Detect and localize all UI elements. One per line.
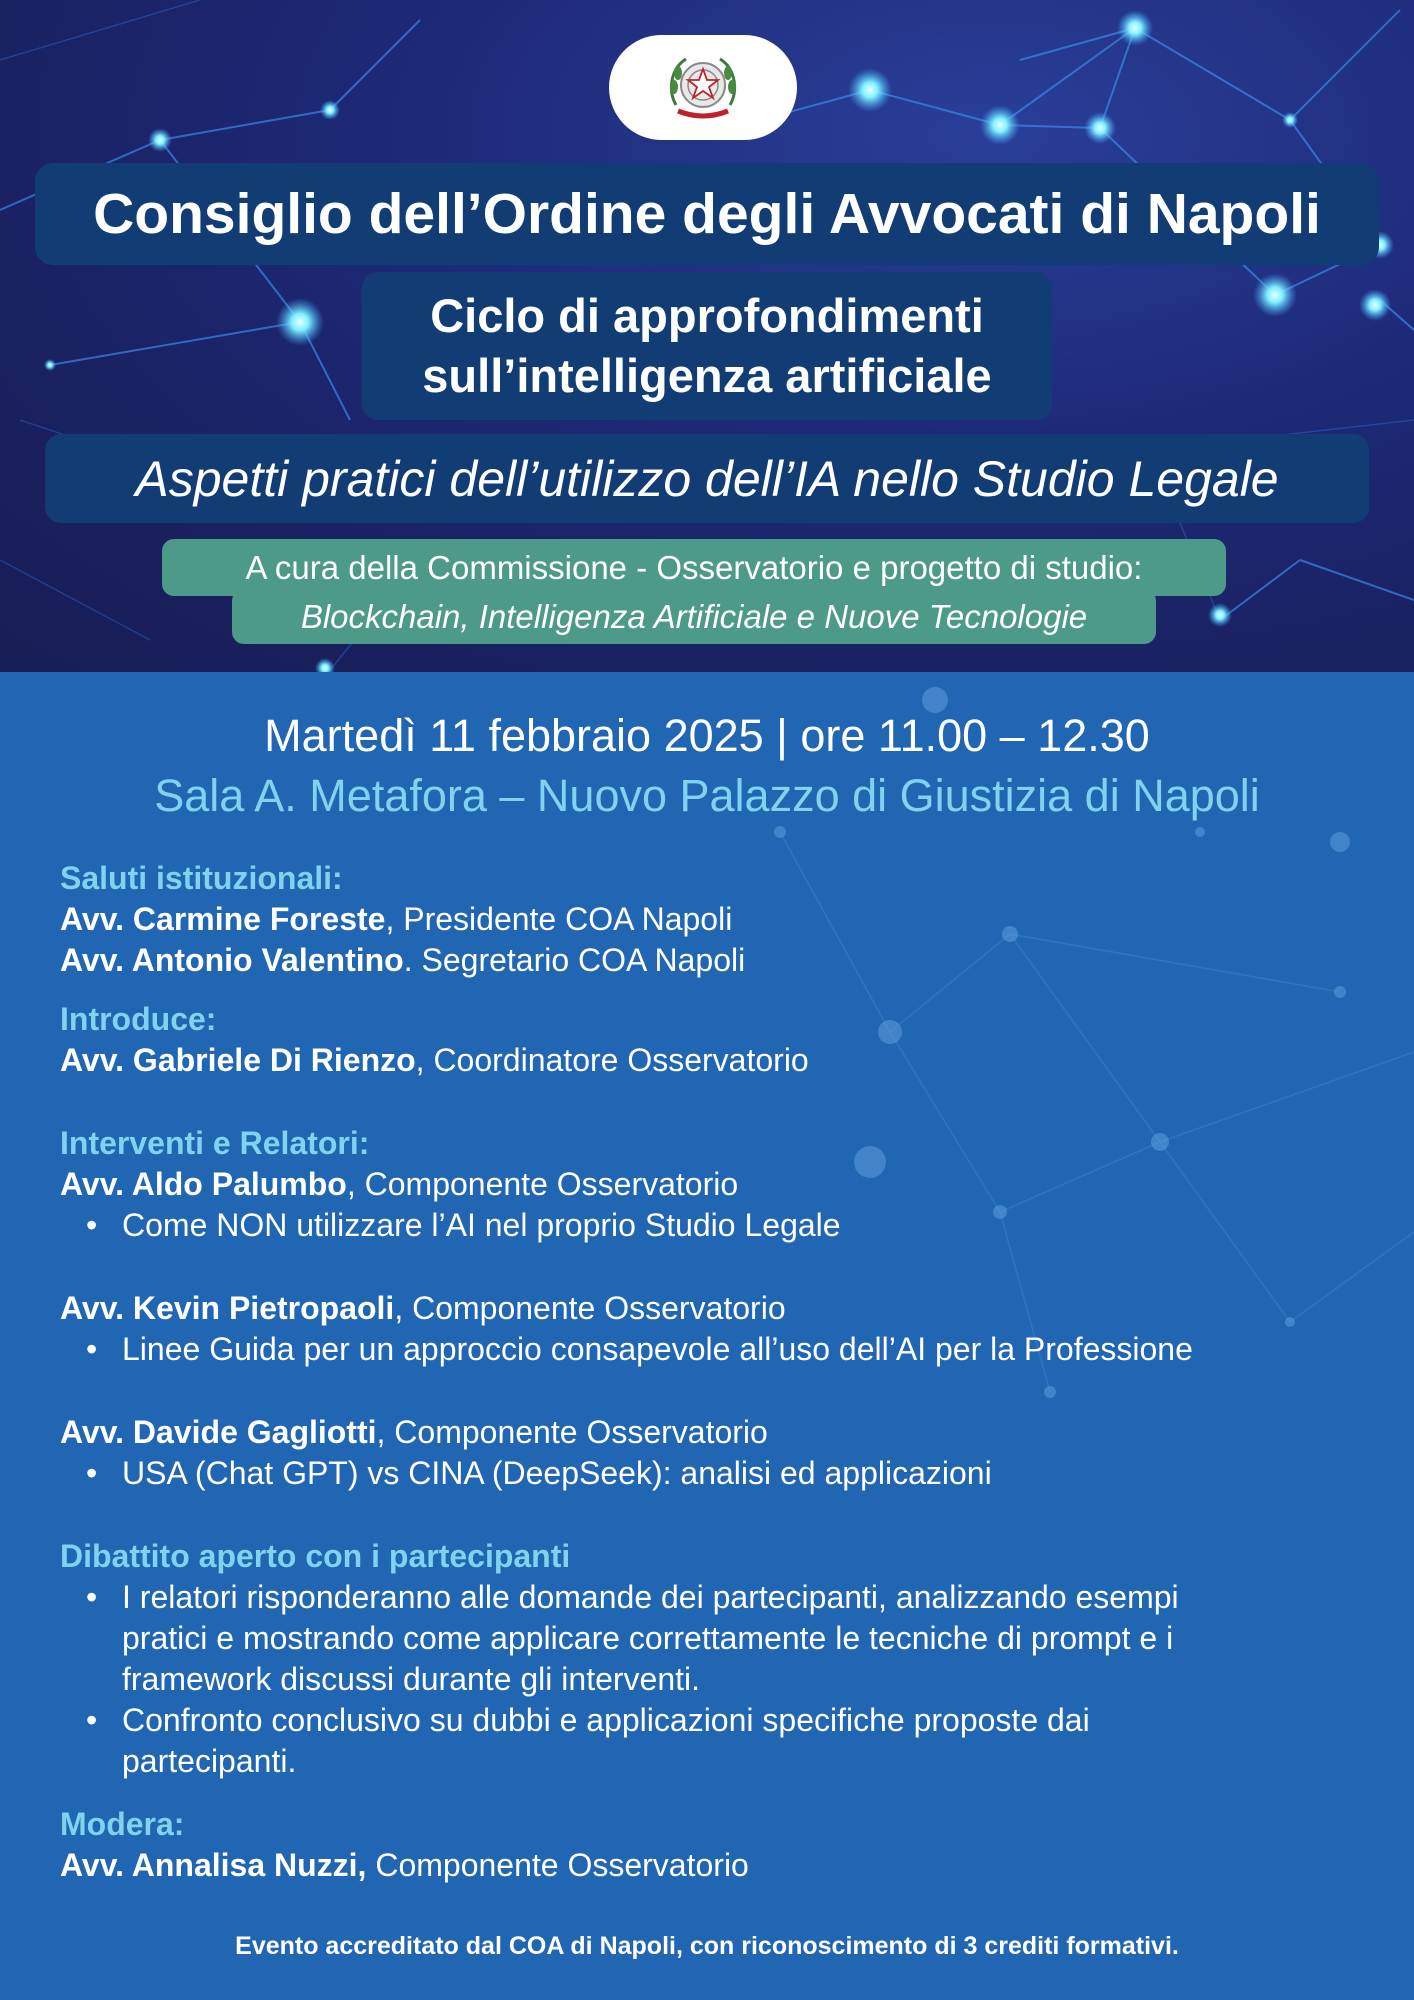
event-theme: Aspetti pratici dell’utilizzo dell’IA nello Studio Legale — [135, 450, 1279, 507]
emblem-badge — [609, 35, 797, 140]
study-project-box — [232, 589, 1156, 644]
header-banner — [0, 0, 1414, 672]
debate-point-line: Confronto conclusivo su dubbi e applicazioni specifiche proposte dai — [122, 1702, 1090, 1738]
debate-list — [60, 1577, 1380, 1782]
bullet-icon: • — [86, 1702, 98, 1738]
repubblica-italiana-emblem-icon — [662, 47, 744, 129]
speaker-role: , Componente Osservatorio — [346, 1166, 739, 1202]
event-venue: Sala A. Metafora – Nuovo Palazzo di Giustizia di Napoli — [154, 770, 1260, 821]
speaker-role: , Componente Osservatorio — [376, 1414, 768, 1450]
subtitle-box — [362, 272, 1052, 420]
study-project-line: Blockchain, Intelligenza Artificiale e Nuove Tecnologie — [300, 597, 1088, 635]
title-box — [35, 163, 1379, 265]
talk-topic-list — [60, 1329, 1380, 1370]
speaker-role: , Presidente COA Napoli — [385, 901, 733, 937]
speaker-name: Avv. Carmine Foreste — [60, 901, 386, 937]
talk-topic — [60, 1453, 1380, 1494]
speaker-role: , Componente Osservatorio — [394, 1290, 786, 1326]
greeting-speaker — [60, 899, 1380, 940]
bullet-icon: • — [86, 1331, 98, 1367]
debate-heading: Dibattito aperto con i partecipanti — [60, 1538, 571, 1574]
talk-topic-text: Linee Guida per un approccio consapevole all’uso dell’AI per la Professione — [122, 1331, 1193, 1367]
talk-topic-list — [60, 1453, 1380, 1494]
greetings-heading: Saluti istituzionali: — [60, 860, 343, 896]
speaker-role: , Coordinatore Osservatorio — [415, 1042, 809, 1078]
speaker-name: Avv. Davide Gagliotti — [60, 1414, 377, 1450]
curated-by-line: A cura della Commissione - Osservatorio e progetto di studio: — [245, 548, 1143, 586]
talk-speaker — [60, 1288, 1380, 1329]
moderator-speaker — [60, 1845, 1380, 1886]
curated-by-box — [162, 539, 1226, 596]
page-title: Consiglio dell’Ordine degli Avvocati di Napoli — [93, 182, 1321, 246]
debate-point-line: partecipanti. — [122, 1743, 297, 1779]
intro-heading: Introduce: — [60, 1001, 217, 1037]
talk-topic-text: USA (Chat GPT) vs CINA (DeepSeek): analisi ed applicazioni — [122, 1455, 992, 1491]
debate-point — [60, 1700, 1380, 1782]
bullet-icon: • — [86, 1455, 98, 1491]
accreditation-note: Evento accreditato dal COA di Napoli, con riconoscimento di 3 crediti formativi. — [235, 1932, 1179, 1960]
debate-point — [60, 1577, 1380, 1700]
subtitle-line-1: Ciclo di approfondimenti — [430, 289, 984, 342]
speaker-name: Avv. Annalisa Nuzzi, — [60, 1847, 367, 1883]
subtitle-line-2: sull’intelligenza artificiale — [422, 349, 992, 402]
bullet-icon: • — [86, 1207, 98, 1243]
talk-speaker — [60, 1412, 1380, 1453]
talks-heading: Interventi e Relatori: — [60, 1125, 370, 1161]
talk-topic-list — [60, 1205, 1380, 1246]
intro-speaker — [60, 1040, 1380, 1081]
greeting-speaker — [60, 940, 1380, 981]
moderator-heading: Modera: — [60, 1806, 185, 1842]
theme-box — [45, 434, 1369, 523]
speaker-role: Componente Osservatorio — [366, 1847, 749, 1883]
speaker-name: Avv. Antonio Valentino — [60, 942, 404, 978]
program-section — [60, 858, 1380, 1886]
speaker-name: Avv. Gabriele Di Rienzo — [60, 1042, 416, 1078]
talk-topic — [60, 1205, 1380, 1246]
speaker-role: . Segretario COA Napoli — [403, 942, 746, 978]
debate-point-line: pratici e mostrando come applicare correttamente le tecniche di prompt e i — [122, 1620, 1174, 1656]
speaker-name: Avv. Kevin Pietropaoli — [60, 1290, 395, 1326]
talk-topic-text: Come NON utilizzare l’AI nel proprio Studio Legale — [122, 1207, 841, 1243]
speaker-name: Avv. Aldo Palumbo — [60, 1166, 347, 1202]
event-date-time: Martedì 11 febbraio 2025 | ore 11.00 – 12.30 — [264, 710, 1150, 761]
talk-topic — [60, 1329, 1380, 1370]
bullet-icon: • — [86, 1579, 98, 1615]
talk-speaker — [60, 1164, 1380, 1205]
debate-point-line: I relatori risponderanno alle domande dei partecipanti, analizzando esempi — [122, 1579, 1179, 1615]
debate-point-line: framework discussi durante gli interventi. — [122, 1661, 701, 1697]
